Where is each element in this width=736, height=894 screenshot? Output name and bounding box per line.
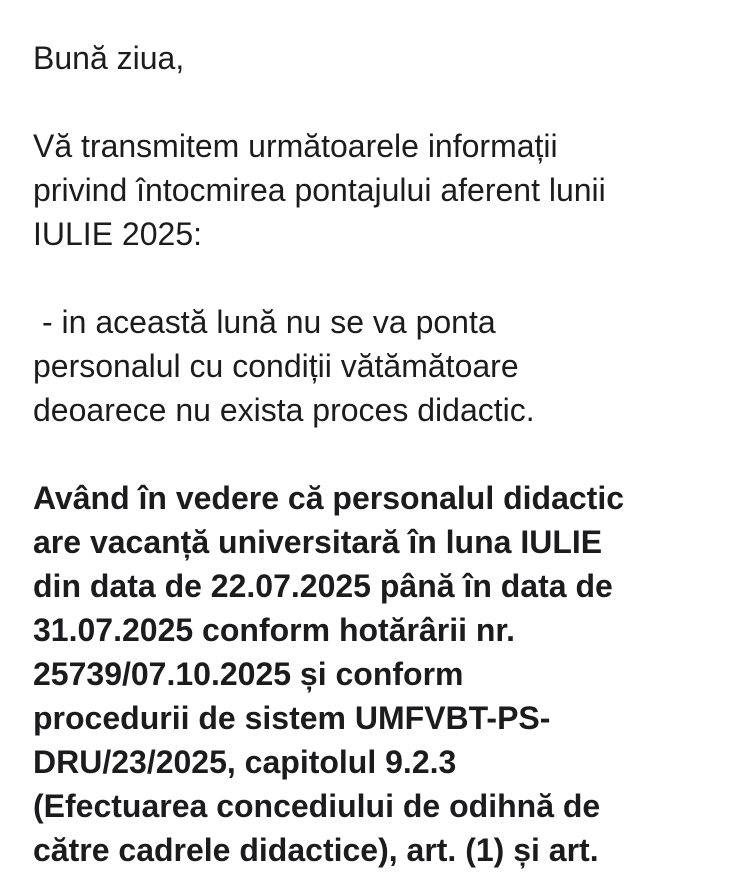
email-body: [33, 36, 723, 872]
bold-line: are vacanță universitară în luna IULIE: [33, 524, 603, 560]
intro-line: IULIE 2025:: [33, 216, 202, 252]
intro-line: privind întocmirea pontajului aferent lunii: [33, 172, 606, 208]
greeting-paragraph: [33, 36, 723, 80]
bullet-paragraph: [33, 300, 723, 432]
bold-line: Având în vedere că personalul didactic: [33, 480, 625, 516]
bold-line: procedurii de sistem UMFVBT-PS-: [33, 700, 551, 736]
greeting-text: Bună ziua,: [33, 40, 185, 76]
bold-paragraph: [33, 476, 723, 872]
bold-line: (Efectuarea concediului de odihnă de: [33, 788, 601, 824]
bold-line: DRU/23/2025, capitolul 9.2.3: [33, 744, 457, 780]
bullet-line: deoarece nu exista proces didactic.: [33, 392, 535, 428]
bullet-line: personalul cu condiții vătămătoare: [33, 348, 519, 384]
bold-line: către cadrele didactice), art. (1) și art.: [33, 832, 599, 868]
bold-line: 25739/07.10.2025 și conform: [33, 656, 464, 692]
intro-line: Vă transmitem următoarele informații: [33, 128, 558, 164]
intro-paragraph: [33, 124, 723, 256]
bullet-line: - in această lună nu se va ponta: [42, 304, 496, 340]
bold-line: 31.07.2025 conform hotărârii nr.: [33, 612, 515, 648]
bold-line: din data de 22.07.2025 până în data de: [33, 568, 613, 604]
